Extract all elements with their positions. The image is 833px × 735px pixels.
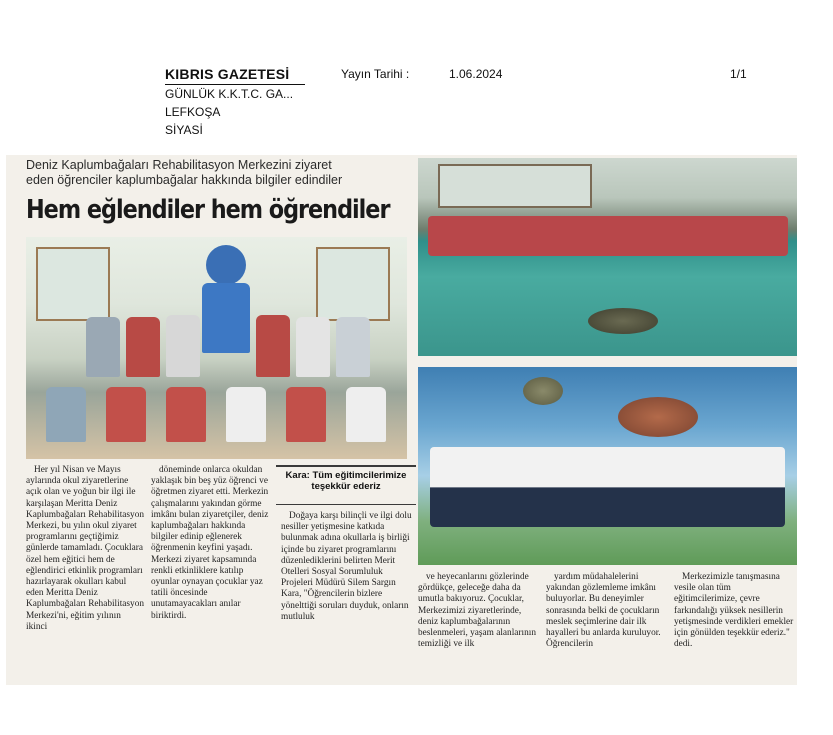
child-figure (46, 387, 86, 442)
child-figure (346, 387, 386, 442)
mascot-head (206, 245, 246, 285)
photo1-window-right (316, 247, 390, 321)
child-figure (106, 387, 146, 442)
child-figure (296, 317, 330, 377)
article-column-4: ve heyecanlarını gözlerinde gördükçe, geleceğe daha da umutla bakıyoruz. Çocuklar, Merkezimizi ziyaretlerinde, deniz kaplumbağalarının beslenmeleri, yaşam alanlarının temizliği ve ilk (418, 572, 536, 650)
child-figure (86, 317, 120, 377)
article-column-3: Doğaya karşı bilinçli ve ilgi dolu nesiller yetişmesine katkıda bulunmak adına okullarla iş birliği içinde bu ziyaret programlarını düzenlediklerini belirten Merit Otelleri Sosyal Sorumluluk Projeleri Müdürü Silem Sargın Kara, "Öğrencilerin bizlere yönelttiği soruları duyduk, onların mutluluk (281, 511, 412, 622)
publication-type: GÜNLÜK K.K.T.C. GA... (165, 87, 294, 101)
article-column-6: Merkezimizle tanışmasına vesile olan tüm eğitimcilerimize, çevre farkındalığı yüksek nesillerin yetişmesinde verdikleri emekler için gönülden teşekkür ederiz." dedi. (674, 572, 794, 650)
child-figure (166, 315, 200, 377)
child-figure (166, 387, 206, 442)
publication-name: KIBRIS GAZETESİ (165, 66, 290, 82)
pull-quote-box: Kara: Tüm eğitimcilerimize teşekkür ederiz (276, 465, 416, 505)
article-column-2: döneminde onlarca okuldan yaklaşık bin beş yüz öğrenci ve öğretmen ziyaret etti. Merkezin çalışmalarını yakından görme imkânı bulan ziyaretçiler, deniz kaplumbağaları hakkında bilgiler edinip eğlenerek öğrenmenin keyfini yaşadı. Merkezi ziyaret kapsamında renkli etkinliklere katılıp oyunlar oynayan çocuklar yaz tatili öncesinde unutamayacakları anılar biriktirdi. (151, 465, 269, 621)
article-column-1: Her yıl Nisan ve Mayıs aylarında okul ziyaretlerine açık olan ve yoğun bir ilgi ile karşılaşan Meritta Deniz Kaplumbağaları Rehabilitasyon Merkezi, bu yılın okul ziyaret programlarını geçtiğimiz günlerde tamamladı. Çocuklara özel hem eğitici hem de eğlendirici etkinlik programları hazırlayarak okulları kabul eden Meritta Deniz Kaplumbağaları Rehabilitasyon Merkezi'ni, eğitim yılının ikinci (26, 465, 144, 632)
sea-turtle (588, 308, 658, 334)
photo-turtle-mural (418, 367, 797, 565)
publication-city: LEFKOŞA (165, 105, 221, 119)
photo1-window-left (36, 247, 110, 321)
publication-category: SİYASİ (165, 123, 203, 137)
child-figure (126, 317, 160, 377)
page-number: 1/1 (730, 67, 747, 81)
child-figure (336, 317, 370, 377)
child-figure (286, 387, 326, 442)
photo-group-with-mascot (26, 237, 407, 459)
date-label: Yayın Tarihi : (341, 67, 410, 81)
date-value: 1.06.2024 (449, 67, 503, 81)
mascot-body (202, 283, 250, 353)
children-row (428, 216, 788, 256)
article-headline: Hem eğlendiler hem öğrendiler (26, 195, 390, 225)
kicker-line-1: Deniz Kaplumbağaları Rehabilitasyon Merkezini ziyaret (26, 158, 332, 172)
mural-turtle-small (523, 377, 563, 405)
photo-turtle-pool (418, 158, 797, 356)
newspaper-clipping (6, 155, 797, 685)
child-figure (256, 315, 290, 377)
children-group (430, 447, 785, 527)
kicker-line-2: eden öğrenciler kaplumbağalar hakkında bilgiler edindiler (26, 173, 343, 187)
article-column-5: yardım müdahalelerini yakından gözlemleme imkânı buluyorlar. Bu deneyimler sonrasında belki de çocukların meslek seçimlerine dair ilk hayalleri bu anlarda kuruluyor. Öğrencilerin (546, 572, 661, 650)
child-figure (226, 387, 266, 442)
article-kicker (26, 158, 416, 188)
publication-underline (165, 84, 305, 85)
mural-turtle (618, 397, 698, 437)
photo2-window (438, 164, 592, 208)
